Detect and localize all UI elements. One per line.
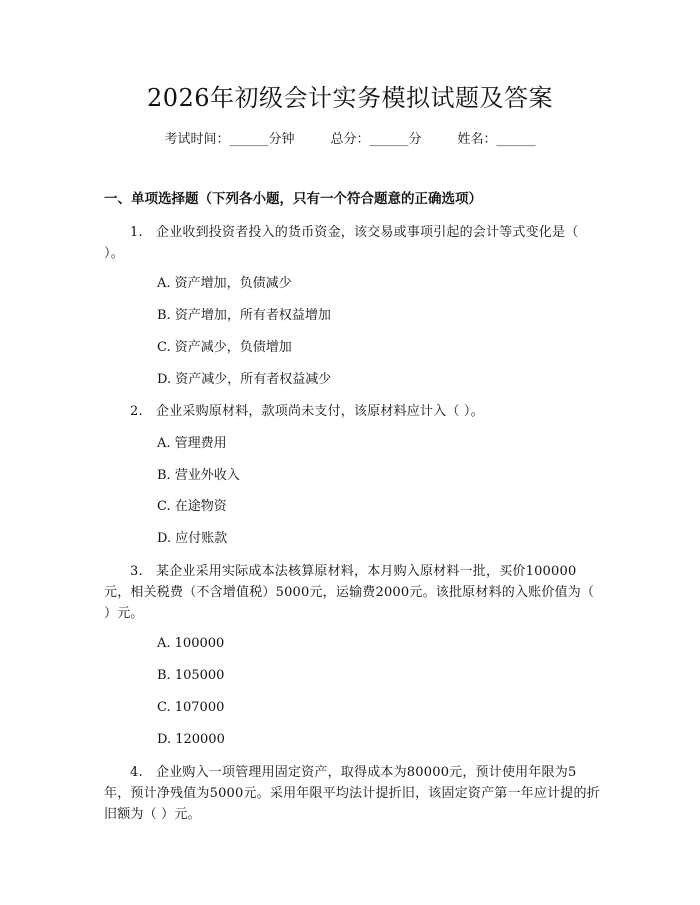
question-1-option-a: A. 资产增加，负债减少 (157, 276, 292, 291)
exam-total-score: 总分：______分 (330, 132, 422, 147)
question-2-option-d: D. 应付账款 (157, 531, 228, 546)
question-2: 2. 企业采购原材料，款项尚未支付，该原材料应计入（ ）。 (130, 404, 484, 419)
question-1-option-c: C. 资产减少，负债增加 (157, 340, 292, 355)
question-3-option-d: D. 120000 (157, 732, 225, 747)
question-2-option-c: C. 在途物资 (157, 499, 227, 514)
question-1-option-b: B. 资产增加，所有者权益增加 (157, 308, 331, 323)
exam-name: 姓名：______ (457, 132, 536, 147)
exam-meta (0, 130, 700, 150)
page-title: 2026年初级会计实务模拟试题及答案 (146, 84, 554, 112)
question-1-option-d: D. 资产减少，所有者权益减少 (157, 372, 332, 387)
question-1: 1. 企业收到投资者投入的货币资金，该交易或事项引起的会计等式变化是（ ）。 (104, 225, 579, 261)
section-heading: 一、单项选择题（下列各小题，只有一个符合题意的正确选项） (104, 191, 482, 207)
question-2-option-a: A. 管理费用 (157, 436, 227, 451)
question-3-option-a: A. 100000 (157, 636, 225, 651)
question-3-option-c: C. 107000 (157, 700, 225, 715)
question-3-option-b: B. 105000 (157, 668, 225, 683)
exam-time: 考试时间：______分钟 (164, 132, 295, 147)
question-2-option-b: B. 营业外收入 (157, 468, 240, 483)
question-3: 3. 某企业采用实际成本法核算原材料，本月购入原材料一批，买价100000元，相关税费（不含增值税）5000元，运输费2000元。该批原材料的入账价值为（ ）元。 (104, 564, 595, 621)
question-4: 4. 企业购入一项管理用固定资产，取得成本为80000元，预计使用年限为5年，预计净残值为5000元。采用年限平均法计提折旧，该固定资产第一年应计提的折旧额为（ ）元。 (104, 765, 600, 822)
